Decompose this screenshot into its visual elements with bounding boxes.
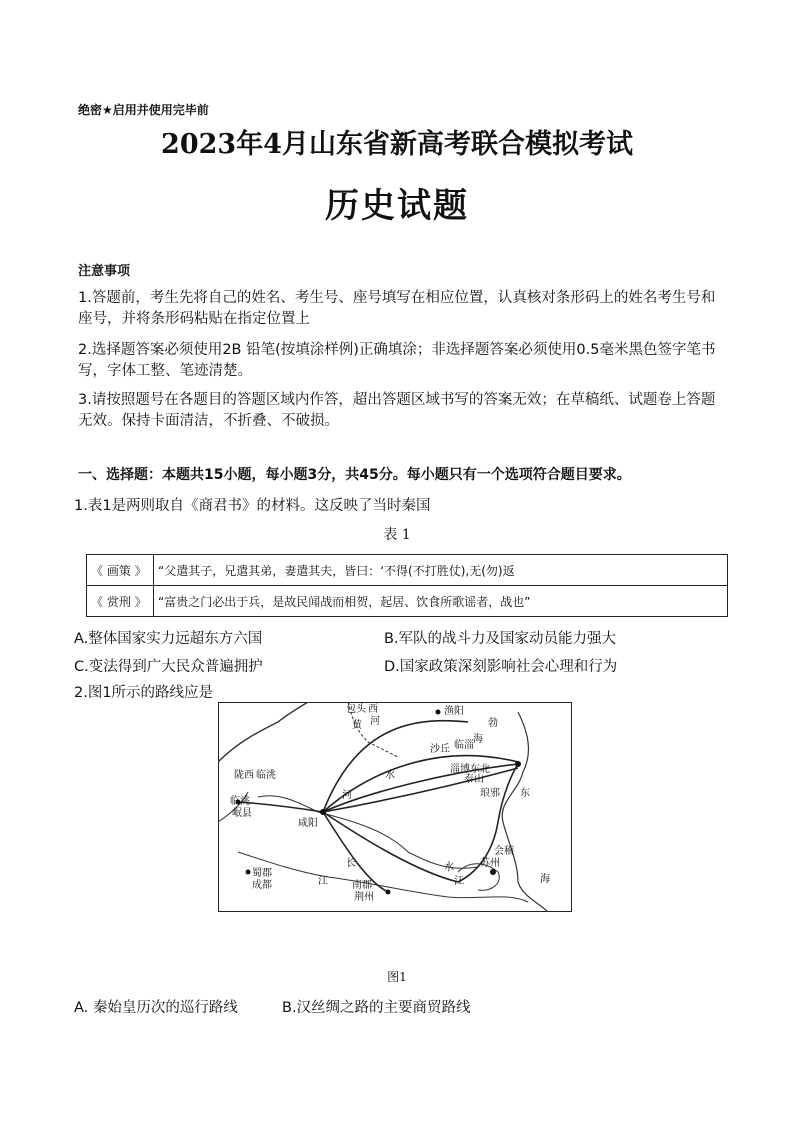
material-table	[86, 554, 728, 617]
map-label: 东北	[470, 764, 490, 775]
notice-heading: 注意事项	[78, 264, 131, 279]
map-label: 陇西	[234, 770, 254, 781]
map-label: 水	[385, 770, 395, 781]
q1-option-d: D.国家政策深刻影响社会心理和行为	[384, 659, 618, 675]
map-label: 西	[368, 704, 378, 715]
q1-option-a: A.整体国家实力远超东方六国	[74, 631, 263, 647]
map-label: 东	[520, 788, 530, 799]
map-label: 苏州	[480, 858, 500, 869]
map-label: 临洮	[230, 796, 250, 807]
map-label: 咸阳	[298, 818, 318, 829]
map-label: 包头	[346, 704, 366, 715]
map-label: 渔阳	[444, 706, 464, 717]
table-cell-text: “父遣其子，兄遣其弟，妻遣其夫，皆曰：‘不得(不打胜仗),无(勿)返	[154, 555, 728, 586]
table-row	[87, 555, 728, 586]
map-label: 南郡	[352, 880, 372, 891]
map-label: 蜀郡	[252, 868, 272, 879]
map-label: 成都	[252, 880, 272, 891]
map-label: 海	[540, 874, 550, 885]
map-label: 岷县	[232, 808, 252, 819]
q1-option-c: C.变法得到广大民众普遍拥护	[74, 659, 263, 675]
map-label: 长	[346, 858, 356, 869]
map-label: 会稽	[494, 846, 514, 857]
map-label: 勃	[488, 718, 498, 729]
q2-option-b: B.汉丝绸之路的主要商贸路线	[282, 1000, 471, 1016]
map-label: 水	[444, 862, 454, 873]
map-label: 荆州	[354, 892, 374, 903]
map-label: 沙丘	[430, 744, 450, 755]
exam-title: 2023年4月山东省新高考联合模拟考试	[161, 129, 633, 160]
table-row	[87, 586, 728, 617]
table-cell-text: “富贵之门必出于兵，是故民闻战而相贺，起居、饮食所歌谣者，战也”	[154, 586, 728, 617]
subject-title: 历史试题	[325, 186, 469, 226]
map-label: 河	[342, 790, 352, 801]
map-label: 泰山	[464, 774, 484, 785]
notice-item-2: 2.选择题答案必须使用2B 铅笔(按填涂样例)正确填涂；非选择题答案必须使用0.5毫米黑色签字笔书写，字体工整、笔迹清楚。	[78, 342, 716, 379]
q1-option-b: B.军队的战斗力及国家动员能力强大	[384, 631, 617, 647]
section-heading: 一、选择题：本题共15小题，每小题3分，共45分。每小题只有一个选项符合题目要求。	[78, 467, 631, 483]
map-label: 临淄	[454, 740, 474, 751]
map-label: 海	[473, 734, 483, 745]
question-2-stem: 2.图1所示的路线应是	[74, 685, 214, 701]
map-label: 江	[318, 876, 328, 887]
table-cell-source: 《 画策 》	[87, 555, 154, 586]
figure-caption: 图1	[387, 970, 407, 984]
notice-item-3: 3.请按照题号在各题目的答题区域内作答，超出答题区域书写的答案无效；在草稿纸、试题卷上答题无效。保持卡面清洁，不折叠、不破损。	[78, 392, 716, 429]
q2-option-a: A. 秦始皇历次的巡行路线	[74, 1000, 238, 1016]
map-label: 琅邪	[480, 788, 500, 799]
question-1-stem: 1.表1是两则取自《商君书》的材料。这反映了当时秦国	[74, 498, 431, 514]
table-caption: 表 1	[383, 527, 411, 543]
route-map	[218, 702, 572, 912]
confidential-mark: 绝密★启用并使用完毕前	[78, 103, 209, 117]
table-cell-source: 《 赏刑 》	[87, 586, 154, 617]
map-label: 河	[370, 716, 380, 727]
map-label: 临洮	[256, 770, 276, 781]
map-label: 黄	[352, 720, 362, 731]
notice-item-1: 1.答题前，考生先将自己的姓名、考生号、座号填写在相应位置，认真核对条形码上的姓名考生号和座号，并将条形码粘贴在指定位置上	[78, 290, 716, 327]
map-label: 淄博	[450, 764, 470, 775]
map-label: 江	[454, 876, 464, 887]
